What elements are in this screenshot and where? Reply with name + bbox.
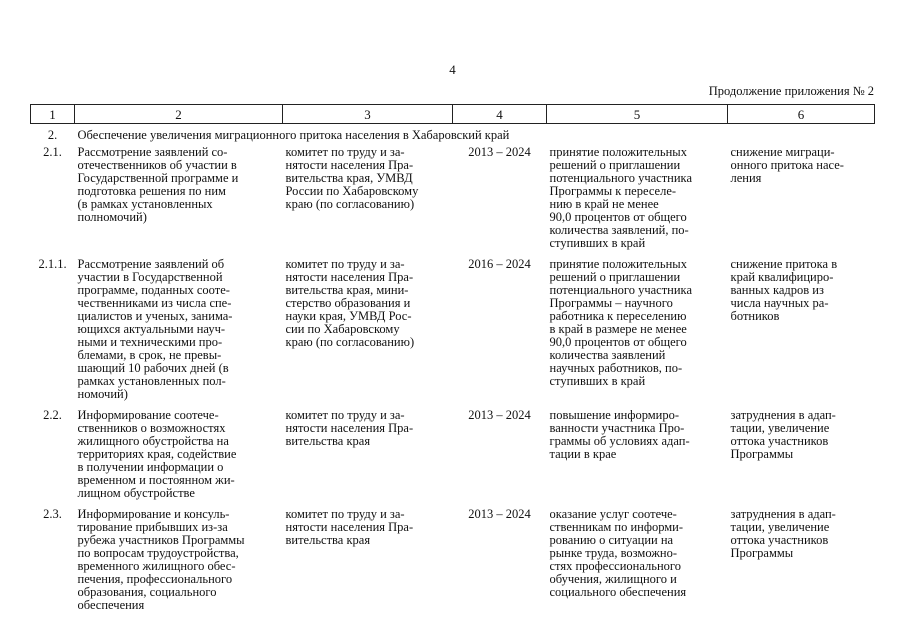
- appendix-continuation-label: Продолжение приложения № 2: [708, 84, 874, 98]
- consequence-cell: [728, 409, 875, 508]
- cell-line: циалистов и ученых, занима-: [77, 309, 233, 323]
- row-number: 2.1.1.: [38, 257, 67, 271]
- cell-line: шающий 10 рабочих дней (в: [77, 361, 229, 375]
- period-cell: 2016 – 2024: [468, 257, 531, 271]
- cell-line: временном и постоянном жи-: [77, 473, 235, 487]
- cell-line: участии в Государственной: [77, 270, 223, 284]
- cell-line: лищном обустройстве: [77, 486, 195, 500]
- cell-line: рамках установленных пол-: [77, 374, 226, 388]
- cell-line: Программы: [730, 546, 794, 560]
- cell-line: снижение притока в: [730, 257, 838, 271]
- consequence-cell: [728, 258, 875, 409]
- column-number-1: 1: [31, 105, 75, 124]
- consequence-cell: [728, 508, 875, 620]
- cell-line: Программы: [730, 447, 794, 461]
- measures-table: [30, 104, 875, 620]
- result-cell: [547, 508, 728, 620]
- column-number-4: 4: [453, 105, 547, 124]
- result-cell: [547, 258, 728, 409]
- section-row: [31, 124, 875, 147]
- cell-line: ванных кадров из: [730, 283, 824, 297]
- cell-line: социального обеспечения: [549, 585, 687, 599]
- row-number: 2.2.: [43, 408, 62, 422]
- cell-line: тации, увеличение: [730, 520, 830, 534]
- period-cell: 2013 – 2024: [468, 408, 531, 422]
- column-number-2: 2: [75, 105, 283, 124]
- executor-cell: [283, 258, 453, 409]
- cell-line: потенциального участника: [549, 171, 692, 185]
- cell-line: полномочий): [77, 210, 147, 224]
- cell-line: временного жилищного обес-: [77, 559, 236, 573]
- column-number-6: 6: [728, 105, 875, 124]
- cell-line: блемами, в срок, не превы-: [77, 348, 222, 362]
- cell-line: рубежа участников Программы: [77, 533, 245, 547]
- cell-line: рованию о ситуации на: [549, 533, 674, 547]
- cell-line: Программы к переселе-: [549, 184, 677, 198]
- table-row: [31, 146, 875, 258]
- cell-line: решений о приглашении: [549, 270, 681, 284]
- cell-line: нятости населения Пра-: [285, 421, 414, 435]
- cell-line: оказание услуг соотече-: [549, 507, 677, 521]
- cell-line: обучения, жилищного и: [549, 572, 677, 586]
- cell-line: вительства края, мини-: [285, 283, 409, 297]
- cell-line: нятости населения Пра-: [285, 520, 414, 534]
- cell-line: сии по Хабаровскому: [285, 322, 400, 336]
- cell-line: оттока участников: [730, 533, 829, 547]
- cell-line: программе, поданных соотe-: [77, 283, 230, 297]
- row-number: 2.3.: [43, 507, 62, 521]
- column-number-5: 5: [547, 105, 728, 124]
- cell-line: затруднения в адап-: [730, 408, 836, 422]
- cell-line: в край в размере не менее: [549, 322, 687, 336]
- executor-cell: [283, 146, 453, 258]
- cell-line: (в рамках установленных: [77, 197, 213, 211]
- cell-line: подготовка решения по ним: [77, 184, 226, 198]
- section-title: Обеспечение увеличения миграционного притока населения в Хабаровский край: [77, 128, 510, 142]
- cell-line: краю (по согласованию): [285, 197, 415, 211]
- column-number-3: 3: [283, 105, 453, 124]
- cell-line: в получении информации о: [77, 460, 224, 474]
- period-cell: 2013 – 2024: [468, 507, 531, 521]
- cell-line: Информирование и консуль-: [77, 507, 230, 521]
- cell-line: ванности участника Про-: [549, 421, 685, 435]
- cell-line: числа научных ра-: [730, 296, 829, 310]
- cell-line: тации в крае: [549, 447, 617, 461]
- cell-line: стерство образования и: [285, 296, 411, 310]
- cell-line: затруднения в адап-: [730, 507, 836, 521]
- activity-cell: [75, 258, 283, 409]
- table-row: [31, 258, 875, 409]
- cell-line: нятости населения Пра-: [285, 158, 414, 172]
- cell-line: по вопросам трудоустройства,: [77, 546, 239, 560]
- cell-line: науки края, УМВД Рос-: [285, 309, 412, 323]
- cell-line: рынке труда, возможно-: [549, 546, 678, 560]
- cell-line: Рассмотрение заявлений со-: [77, 145, 228, 159]
- cell-line: повышение информиро-: [549, 408, 680, 422]
- cell-line: образования, социального: [77, 585, 217, 599]
- consequence-cell: [728, 146, 875, 258]
- cell-line: край квалифициро-: [730, 270, 834, 284]
- cell-line: комитет по труду и за-: [285, 145, 405, 159]
- cell-line: оттока участников: [730, 434, 829, 448]
- period-cell: 2013 – 2024: [468, 145, 531, 159]
- cell-line: принятие положительных: [549, 145, 687, 159]
- cell-line: ления: [730, 171, 762, 185]
- cell-line: территориях края, содействие: [77, 447, 237, 461]
- cell-line: 90,0 процентов от общего: [549, 210, 687, 224]
- section-number: 2.: [47, 128, 58, 142]
- cell-line: снижение миграци-: [730, 145, 835, 159]
- cell-line: решений о приглашении: [549, 158, 681, 172]
- table-row: [31, 409, 875, 508]
- cell-line: России по Хабаровскому: [285, 184, 419, 198]
- cell-line: нятости населения Пра-: [285, 270, 414, 284]
- cell-line: граммы об условиях адап-: [549, 434, 690, 448]
- page-number: 4: [449, 62, 456, 77]
- cell-line: Программы – научного: [549, 296, 673, 310]
- cell-line: ступивших в край: [549, 236, 646, 250]
- cell-line: жилищного обустройства на: [77, 434, 229, 448]
- activity-cell: [75, 508, 283, 620]
- cell-line: тирование прибывших из-за: [77, 520, 228, 534]
- cell-line: вительства края, УМВД: [285, 171, 413, 185]
- cell-line: 90,0 процентов от общего: [549, 335, 687, 349]
- executor-cell: [283, 508, 453, 620]
- cell-line: количества заявлений, по-: [549, 223, 689, 237]
- cell-line: комитет по труду и за-: [285, 257, 405, 271]
- cell-line: стях профессионального: [549, 559, 681, 573]
- cell-line: Государственной программе и: [77, 171, 239, 185]
- result-cell: [547, 146, 728, 258]
- cell-line: потенциального участника: [549, 283, 692, 297]
- cell-line: ступивших в край: [549, 374, 646, 388]
- activity-cell: [75, 409, 283, 508]
- row-number: 2.1.: [43, 145, 62, 159]
- table-row: [31, 508, 875, 620]
- cell-line: чественниками из числа спе-: [77, 296, 232, 310]
- cell-line: работника к переселению: [549, 309, 687, 323]
- cell-line: ственникам по информи-: [549, 520, 684, 534]
- cell-line: комитет по труду и за-: [285, 408, 405, 422]
- cell-line: отечественников об участии в: [77, 158, 237, 172]
- cell-line: количества заявлений: [549, 348, 666, 362]
- cell-line: Рассмотрение заявлений об: [77, 257, 225, 271]
- cell-line: вительства края: [285, 434, 371, 448]
- cell-line: печения, профессионального: [77, 572, 233, 586]
- cell-line: обеспечения: [77, 598, 145, 612]
- cell-line: ственников о возможностях: [77, 421, 226, 435]
- cell-line: онного притока насе-: [730, 158, 844, 172]
- cell-line: нию в край не менее: [549, 197, 659, 211]
- cell-line: ными и техническими про-: [77, 335, 223, 349]
- cell-line: принятие положительных: [549, 257, 687, 271]
- result-cell: [547, 409, 728, 508]
- cell-line: краю (по согласованию): [285, 335, 415, 349]
- cell-line: ботников: [730, 309, 780, 323]
- cell-line: вительства края: [285, 533, 371, 547]
- cell-line: номочий): [77, 387, 128, 401]
- activity-cell: [75, 146, 283, 258]
- cell-line: Информирование соотече-: [77, 408, 219, 422]
- cell-line: ющихся актуальными науч-: [77, 322, 226, 336]
- cell-line: комитет по труду и за-: [285, 507, 405, 521]
- cell-line: научных работников, по-: [549, 361, 683, 375]
- cell-line: тации, увеличение: [730, 421, 830, 435]
- column-number-header-row: [31, 105, 875, 124]
- executor-cell: [283, 409, 453, 508]
